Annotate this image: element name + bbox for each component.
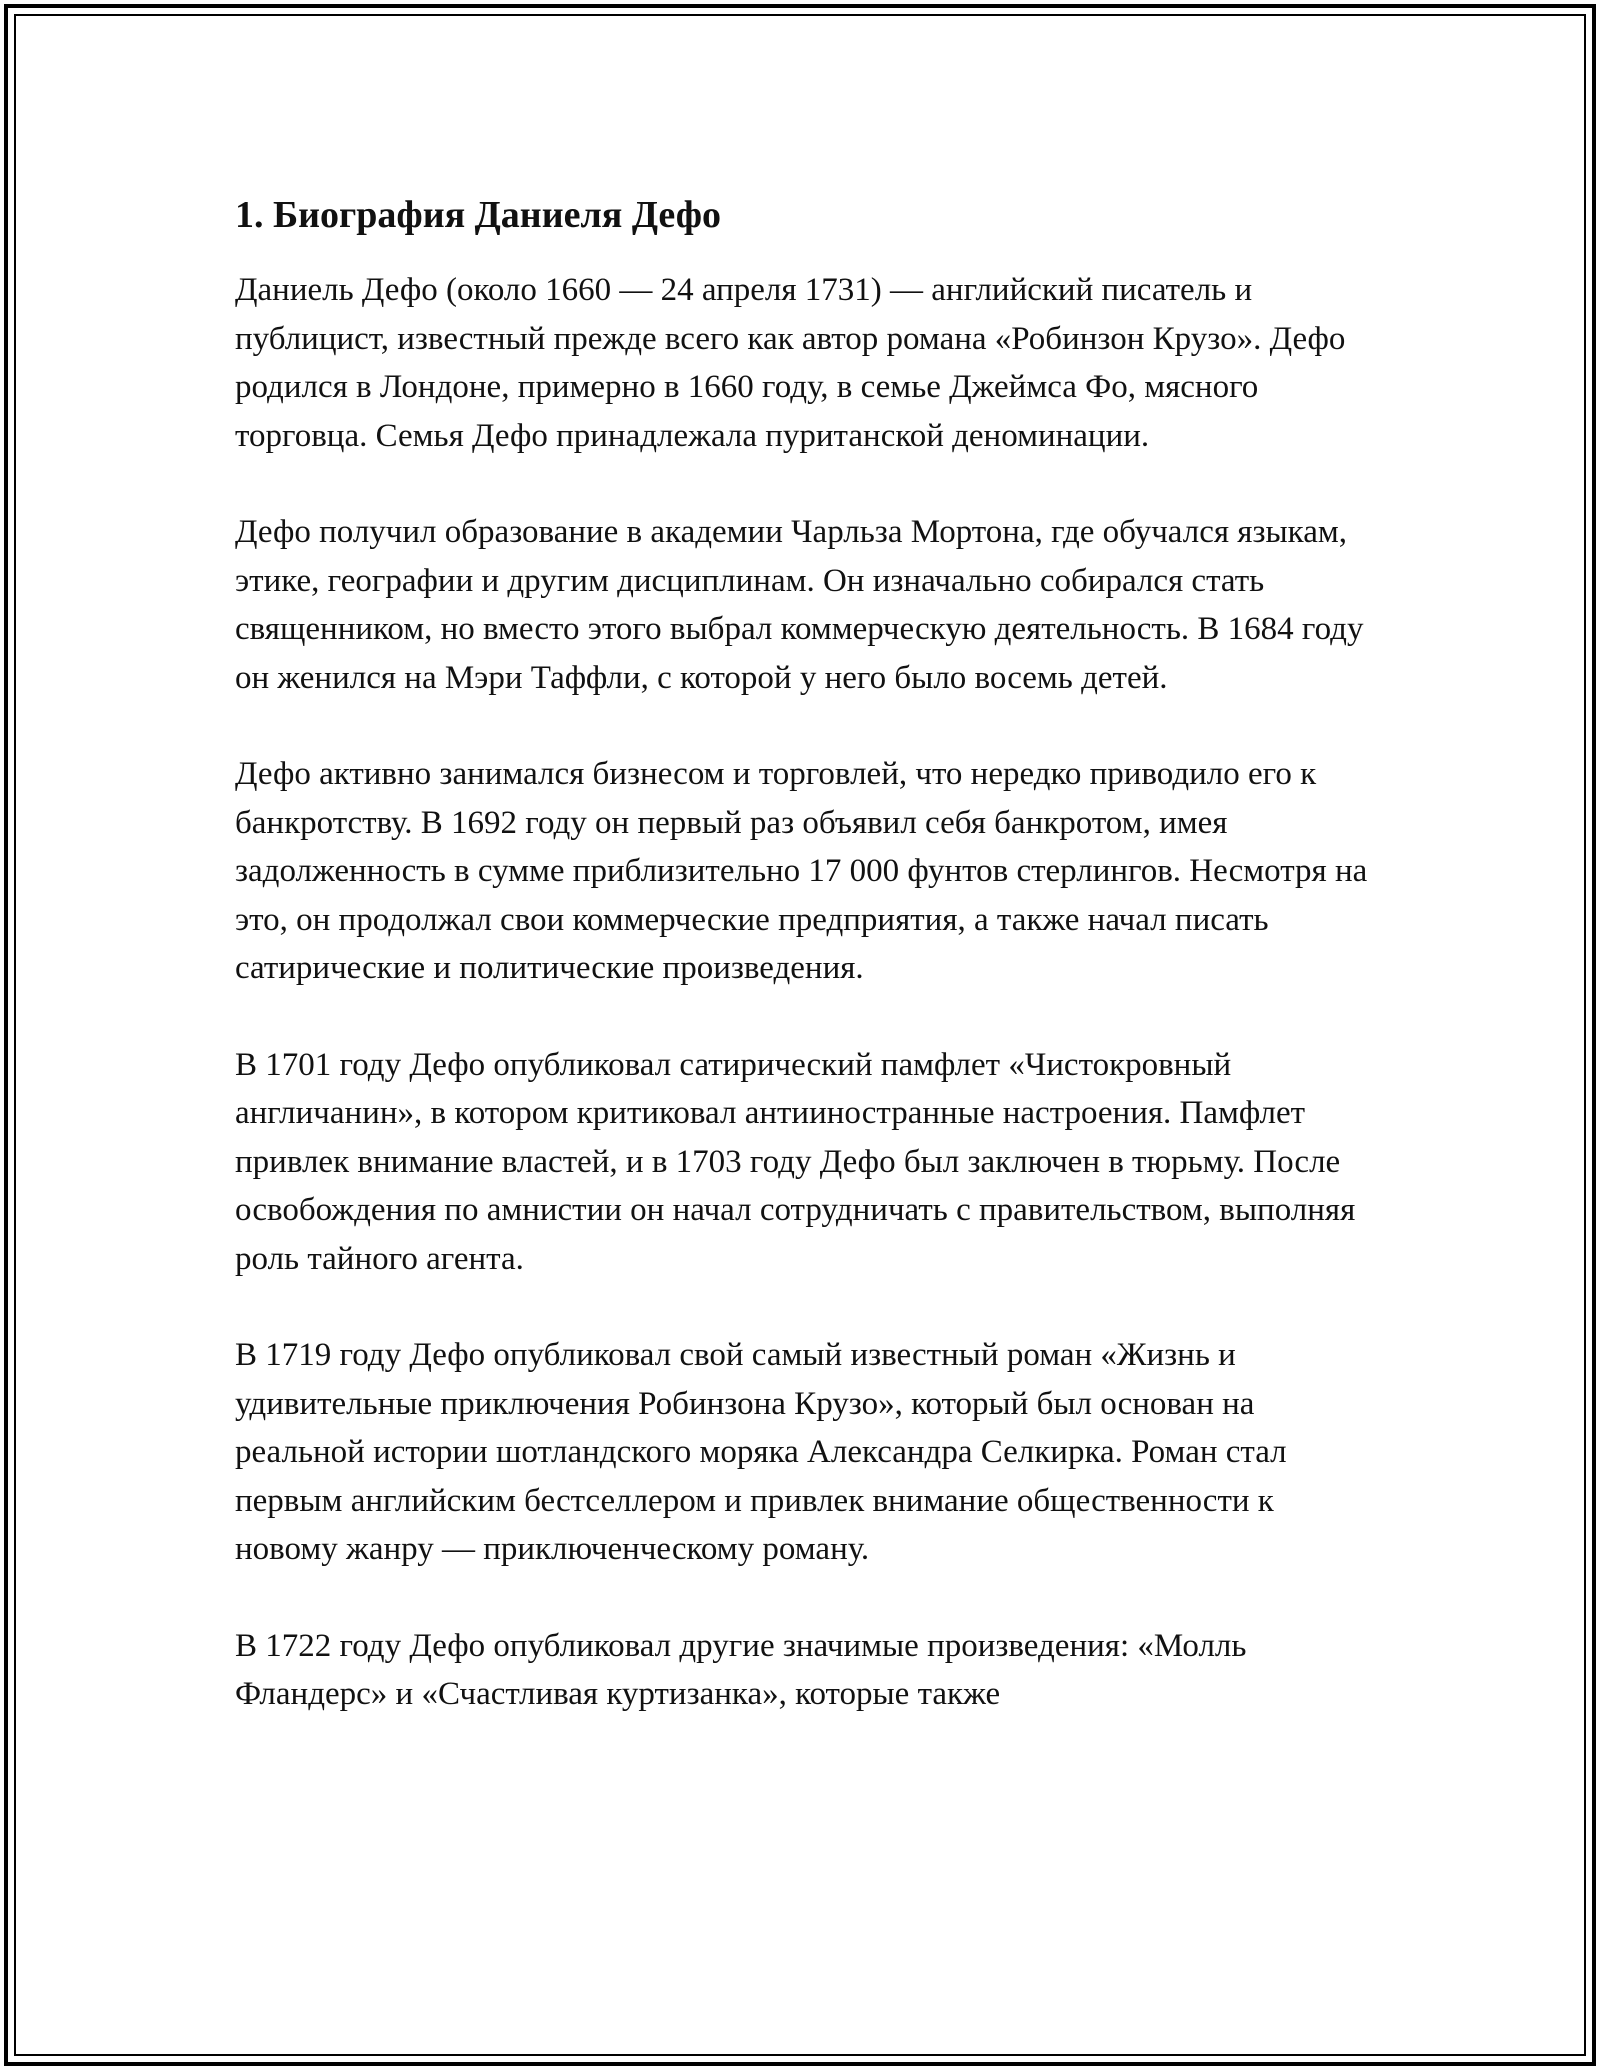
paragraph-business: Дефо активно занимался бизнесом и торговлей, что нередко приводило его к банкротству. В 1692 году он первый раз объявил себя банкротом, имея задолженность в сумме приблизительно 17 000 фунтов стерлингов. Несмотря на это, он продолжал свои коммерческие предприятия, а также начал писать сатирические и политические произведения.	[235, 756, 1368, 986]
paragraph-pamphlet: В 1701 году Дефо опубликовал сатирический памфлет «Чистокровный англичанин», в котором критиковал антииностранные настроения. Памфлет привлек внимание властей, и в 1703 году Дефо был заключен в тюрьму. После освобождения по амнистии он начал сотрудничать с правительством, выполняя роль тайного агента.	[235, 1046, 1356, 1277]
document-page	[235, 186, 1370, 1719]
paragraph-later-works: В 1722 году Дефо опубликовал другие значимые произведения: «Молль Фландерс» и «Счастливая куртизанка», которые также	[235, 1627, 1247, 1712]
paragraph-birth: Даниель Дефо (около 1660 — 24 апреля 1731) — английский писатель и публицист, известный прежде всего как автор романа «Робинзон Крузо». Дефо родился в Лондоне, примерно в 1660 году, в семье Джеймса Фо, мясного торговца. Семья Дефо принадлежала пуританской деноминации.	[235, 272, 1346, 454]
paragraph-education: Дефо получил образование в академии Чарльза Мортона, где обучался языкам, этике, географии и другим дисциплинам. Он изначально собирался стать священником, но вместо этого выбрал коммерческую деятельность. В 1684 году он женился на Мэри Таффли, с которой у него было восемь детей.	[235, 514, 1364, 696]
section-heading: 1. Биография Даниеля Дефо	[235, 194, 722, 236]
paragraph-robinson: В 1719 году Дефо опубликовал свой самый известный роман «Жизнь и удивительные приключения Робинзона Крузо», который был основан на реальной истории шотландского моряка Александра Селкирка. Роман стал первым английским бестселлером и привлек внимание общественности к новому жанру — приключенческому роману.	[235, 1337, 1287, 1567]
